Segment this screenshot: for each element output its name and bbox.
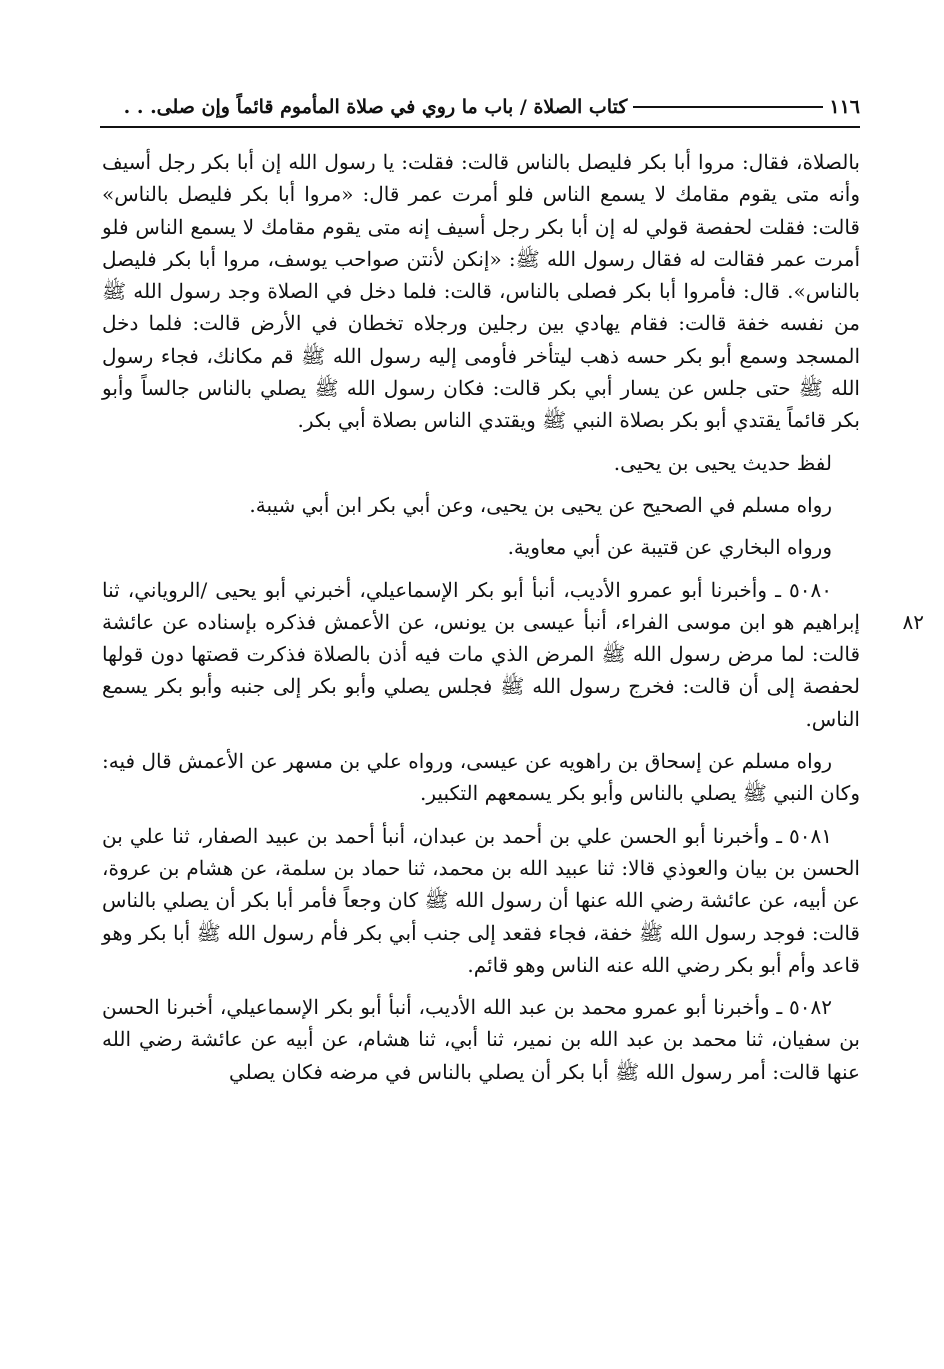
hadith-5080-block — [102, 574, 924, 735]
paragraph-hadith-5081: ٥٠٨١ ـ وأخبرنا أبو الحسن علي بن أحمد بن عبدان، أنبأ أحمد بن عبيد الصفار، ثنا علي بن الحسن بن بيان والعوذي قالا: ثنا عبيد الله بن محمد، ثنا حماد بن سلمة، عن هشام بن عروة، عن أبيه، عن عائشة رضي الله عنها أن رسول الله ﷺ كان وجعاً فأمر أبا بكر أن يصلي بالناس قالت: فوجد رسول الله ﷺ خفة، فجاء فقعد إلى جنب أبي بكر فأم رسول الله ﷺ أبا بكر وهو قاعد وأم أبو بكر رضي الله عنه الناس وهو قائم. — [102, 823, 860, 977]
paragraph-hadith-5082: ٥٠٨٢ ـ وأخبرنا أبو عمرو محمد بن عبد الله الأديب، أنبأ أبو بكر الإسماعيلي، أخبرنا الحسن بن سفيان، ثنا محمد بن عبد الله بن نمير، ثنا أبي، ثنا هشام، عن أبيه عن عائشة رضي الله عنها قالت: أمر رسول الله ﷺ أبا بكر أن يصلي بالناس في مرضه فكان يصلي — [102, 995, 860, 1084]
header-row — [100, 92, 860, 122]
paragraph-wording-note: لفظ حديث يحيى بن يحيى. — [613, 450, 832, 475]
paragraph-muslim-source: رواه مسلم في الصحيح عن يحيى بن يحيى، وعن أبي بكر ابن أبي شيبة. — [249, 492, 832, 517]
paragraph-hadith-continuation: بالصلاة، فقال: مروا أبا بكر فليصل بالناس قالت: فقلت: يا رسول الله إن أبا بكر رجل أسيف وأنه متى يقوم مقامك لا يسمع الناس فلو أمرت عمر قال: «مروا أبا بكر فليصل بالناس» قالت: فقلت لحفصة قولي له إن أبا بكر رجل أسيف إنه متى يقوم مقامك لا يسمع الناس فلو أمرت عمر فقالت له فقال رسول الله ﷺ: «إنكن لأنتن صواحب يوسف، مروا أبا بكر فليصل بالناس». قال: فأمروا أبا بكر فصلى بالناس، قالت: فلما دخل في الصلاة وجد رسول الله ﷺ من نفسه خفة قالت: فقام يهادي بين رجلين ورجلاه تخطان في الأرض قالت: فلما دخل المسجد وسمع أبو بكر حسه ذهب ليتأخر فأومى إليه رسول الله ﷺ قم مكانك، فجاء رسول الله ﷺ حتى جلس عن يسار أبي بكر قالت: فكان رسول الله ﷺ يصلي بالناس جالساً وأبو بكر قائماً يقتدي أبو بكر بصلاة النبي ﷺ ويقتدي الناس بصلاة أبي بكر. — [102, 150, 860, 433]
paragraph-hadith-5080: ٥٠٨٠ ـ وأخبرنا أبو عمرو الأديب، أنبأ أبو بكر الإسماعيلي، أخبرني أبو يحيى /الروياني، ثنا إبراهيم هو ابن موسى الفراء، أنبأ عيسى بن يونس، عن الأعمش فذكره بإسناده عن عائشة قالت: لما مرض رسول الله ﷺ المرض الذي مات فيه أذن بالصلاة فذكرت قصتها دون قولها لحفصة إلى أن قالت: فخرج رسول الله ﷺ فجلس يصلي وأبو بكر إلى جنبه وأبو بكر يسمع الناس. — [102, 577, 861, 731]
page-body — [102, 146, 924, 1098]
paragraph-bukhari-source: ورواه البخاري عن قتيبة عن أبي معاوية. — [507, 535, 832, 560]
header-rule — [633, 106, 823, 108]
header-title: كتاب الصلاة / باب ما روي في صلاة المأموم قائماً وإن صلى. . . — [123, 96, 628, 118]
page-number: ١١٦ — [829, 96, 860, 118]
paragraph-muslim-ishaq: رواه مسلم عن إسحاق بن راهويه عن عيسى، ورواه علي بن مسهر عن الأعمش قال فيه: وكان النبي ﷺ يصلي بالناس وأبو بكر يسمعهم التكبير. — [102, 749, 860, 806]
manuscript-folio-marker: ٨٢ — [902, 609, 924, 634]
running-header — [100, 92, 860, 128]
